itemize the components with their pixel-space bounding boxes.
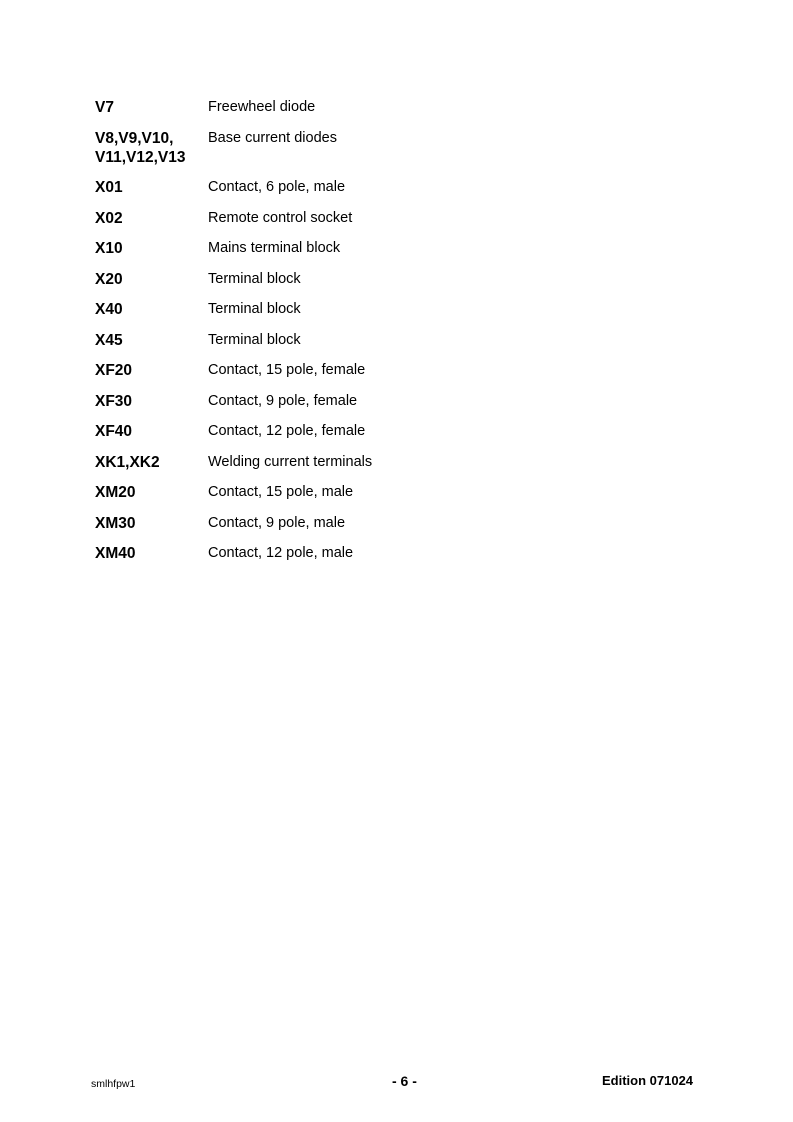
list-item: [95, 270, 515, 289]
component-designation: X40: [95, 301, 123, 318]
component-designation: X45: [95, 331, 123, 349]
page-number: - 6 -: [392, 1073, 417, 1089]
component-list: [95, 98, 515, 575]
component-designation: XK1,XK2: [95, 453, 160, 471]
list-item: [95, 483, 515, 502]
component-designation: X01: [95, 179, 123, 196]
component-designation: XF30: [95, 392, 133, 410]
component-description: Remote control socket: [208, 209, 353, 226]
component-designation: X02: [95, 209, 123, 227]
component-description: Base current diodes: [208, 129, 337, 146]
component-designation: V8,V9,V10, V11,V12,V13: [95, 129, 186, 166]
component-designation: X20: [95, 270, 123, 288]
component-designation: V7: [95, 99, 114, 116]
list-item: [95, 98, 515, 117]
component-designation: XF20: [95, 362, 133, 379]
component-description: Contact, 9 pole, male: [208, 514, 346, 531]
component-description: Freewheel diode: [208, 99, 316, 115]
component-description: Terminal block: [208, 301, 301, 317]
list-item: [95, 544, 515, 563]
list-item: [95, 209, 515, 228]
component-description: Terminal block: [208, 331, 301, 348]
list-item: [95, 422, 515, 441]
list-item: [95, 453, 515, 472]
component-description: Terminal block: [208, 270, 301, 287]
component-description: Contact, 12 pole, female: [208, 423, 366, 439]
list-item: [95, 300, 515, 319]
component-designation: X10: [95, 240, 123, 257]
component-designation: XM40: [95, 545, 136, 562]
document-code: smlhfpw1: [91, 1078, 136, 1090]
component-designation: XM20: [95, 484, 136, 501]
list-item: [95, 239, 515, 258]
component-description: Contact, 15 pole, female: [208, 362, 366, 378]
component-description: Contact, 9 pole, female: [208, 392, 358, 409]
list-item: [95, 361, 515, 380]
component-description: Contact, 6 pole, male: [208, 179, 346, 195]
component-description: Contact, 15 pole, male: [208, 484, 354, 500]
component-description: Mains terminal block: [208, 240, 341, 256]
edition-label: Edition 071024: [602, 1073, 694, 1088]
component-designation: XF40: [95, 423, 133, 440]
list-item: [95, 392, 515, 411]
list-item: [95, 129, 515, 167]
component-description: Welding current terminals: [208, 453, 373, 470]
list-item: [95, 514, 515, 533]
list-item: [95, 331, 515, 350]
component-description: Contact, 12 pole, male: [208, 545, 354, 561]
list-item: [95, 178, 515, 197]
component-designation: XM30: [95, 514, 136, 532]
